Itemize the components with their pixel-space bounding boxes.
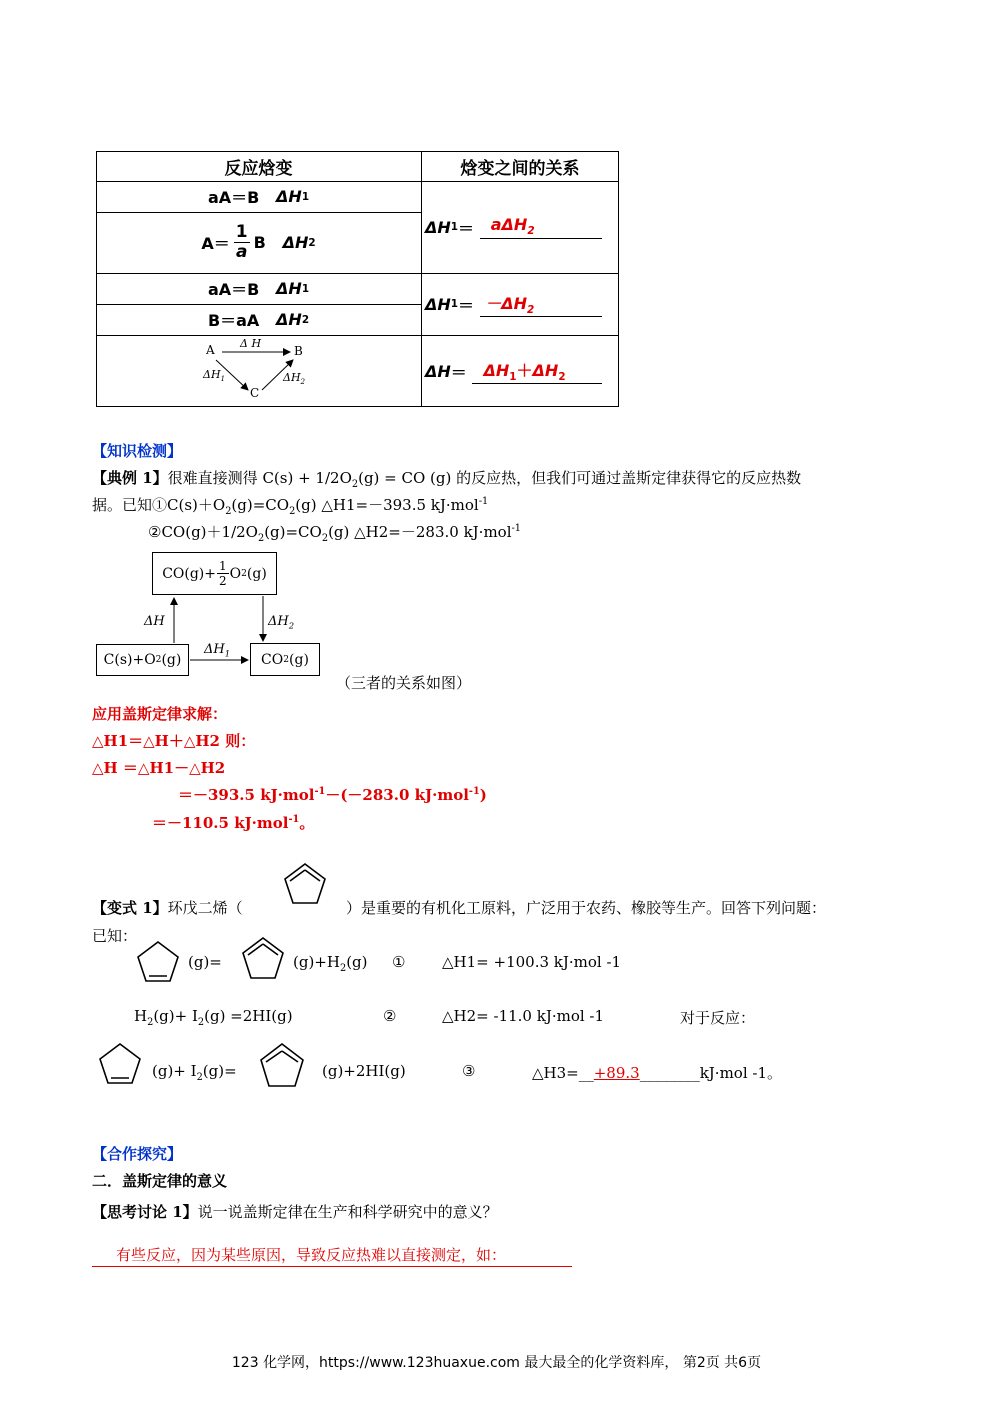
section-heading-check: 【知识检测】	[92, 442, 183, 460]
table-header-left: 反应焓变	[224, 158, 293, 179]
table-relation-3: ΔH ＝ $\Delta H_1+\Delta H_2$	[421, 335, 623, 407]
triangle-node-b: B	[294, 344, 303, 358]
diagram-label-dh: ΔH	[144, 614, 165, 629]
triangle-node-c: C	[250, 386, 260, 400]
triangle-label-right: $\Delta H_2$	[283, 371, 306, 387]
page-footer: 123 化学网，https://www.123huaxue.com 最大最全的化学资料库， 第2页 共6页	[231, 1355, 762, 1371]
eq2-enthalpy: △H2= -11.0 kJ·mol -1	[442, 1007, 605, 1025]
table-relation-1: ΔH 1 ＝ aΔH$_2$	[421, 181, 623, 273]
eq1-enthalpy: △H1= +100.3 kJ·mol -1	[442, 953, 622, 971]
solution-line3: ＝－393.5 kJ·mol$^{-1}$－(－283.0 kJ·mol$^{-1}$)	[178, 786, 487, 804]
table-row-reaction: aA＝B ΔH 1	[207, 279, 310, 299]
answer-blank: $\Delta H_1+\Delta H_2$	[472, 358, 602, 384]
fraction: $\frac{1}{2}$	[219, 559, 227, 588]
answer-blank: $-\Delta H_2$	[480, 291, 602, 317]
eq3-enthalpy: △H3=__+89.3________kJ·mol -1。	[532, 1064, 783, 1082]
discuss1-answer: 有些反应，因为某些原因，导致反应热难以直接测定，如：	[92, 1244, 572, 1267]
table-relation-2: ΔH 1 ＝ $-\Delta H_2$	[421, 273, 623, 335]
example1-line2: 据。已知$①C(s)+O_2(g)=CO_2(g)$ △H1=－393.5 kJ·mol$^{-1}$	[92, 496, 489, 517]
variant1-known: 已知：	[92, 927, 138, 945]
table-row-reaction: A＝ $\frac{1}{a}$ B ΔH 2	[201, 222, 316, 262]
diagram-box-reactants: C(s)+O 2 (g)	[96, 644, 189, 676]
solution-line4: ＝－110.5 kJ·mol$^{-1}$。	[152, 814, 315, 832]
triangle-label-top: Δ H	[240, 337, 262, 350]
diagram-label-dh2: $\Delta H_2$	[268, 614, 295, 631]
eq3-number: ③	[462, 1062, 476, 1080]
example1-line3: $②CO(g)+1/2O_2(g)=CO_2(g)$ △H2=－283.0 kJ·mol$^{-1}$	[148, 523, 521, 544]
eq2-tail: 对于反应：	[680, 1009, 756, 1027]
section-heading-coop: 【合作探究】	[92, 1145, 183, 1163]
triangle-label-left: $\Delta H_1$	[203, 368, 226, 384]
eq3-part-a: $(g)+ I_2(g)=$	[152, 1062, 237, 1083]
table-header-right: 焓变之间的关系	[460, 158, 580, 179]
cyclopentadiene-icon	[278, 858, 332, 910]
triangle-node-a: A	[206, 343, 215, 357]
table-row-reaction: aA＝B ΔH 1	[207, 187, 310, 207]
eq2-reaction: $H_2(g)+ I_2(g) =2HI(g)$	[134, 1007, 293, 1028]
eq1-part-b: $(g)+H_2(g)$	[293, 953, 368, 974]
cyclopentene-icon	[96, 1040, 144, 1088]
variant1-line1: 【变式 1】环戊二烯（	[92, 899, 243, 917]
table-row-reaction: B＝aA ΔH 2	[207, 310, 310, 330]
cyclopentadiene-icon	[238, 934, 288, 984]
answer-blank: aΔH$_2$	[480, 215, 602, 238]
eq2-number: ②	[383, 1007, 397, 1025]
fraction: $\frac{1}{a}$	[235, 222, 248, 262]
solution-title: 应用盖斯定律求解：	[92, 705, 228, 723]
solution-line2: △H ＝△H1－△H2	[92, 759, 226, 777]
cyclopentadiene-icon	[256, 1040, 308, 1092]
section2-title: 二．盖斯定律的意义	[92, 1172, 228, 1190]
diagram-box-co: CO(g)+ $\frac{1}{2}$ O 2 (g)	[152, 552, 277, 595]
example1-line1: 【典例 1】很难直接测得 $C(s) + 1/2O_2(g)$ = CO (g) 的反应热，但我们可通过盖斯定律获得它的反应热数	[92, 469, 802, 490]
diagram-label-dh1: $\Delta H_1$	[204, 642, 231, 659]
solution-line1: △H1＝△H＋△H2 则：	[92, 732, 256, 750]
diagram-caption: （三者的关系如图）	[336, 674, 472, 692]
variant1-line1-rest: ）是重要的有机化工原料，广泛用于农药、橡胶等生产。回答下列问题：	[346, 899, 827, 917]
diagram-box-co2: CO 2 (g)	[250, 643, 320, 676]
eq1-number: ①	[392, 953, 406, 971]
discuss1-line: 【思考讨论 1】说一说盖斯定律在生产和科学研究中的意义？	[92, 1203, 498, 1221]
eq1-part-a: (g)=	[188, 953, 222, 971]
eq3-part-b: (g)+2HI(g)	[322, 1062, 406, 1080]
cyclopentene-icon	[134, 938, 182, 986]
